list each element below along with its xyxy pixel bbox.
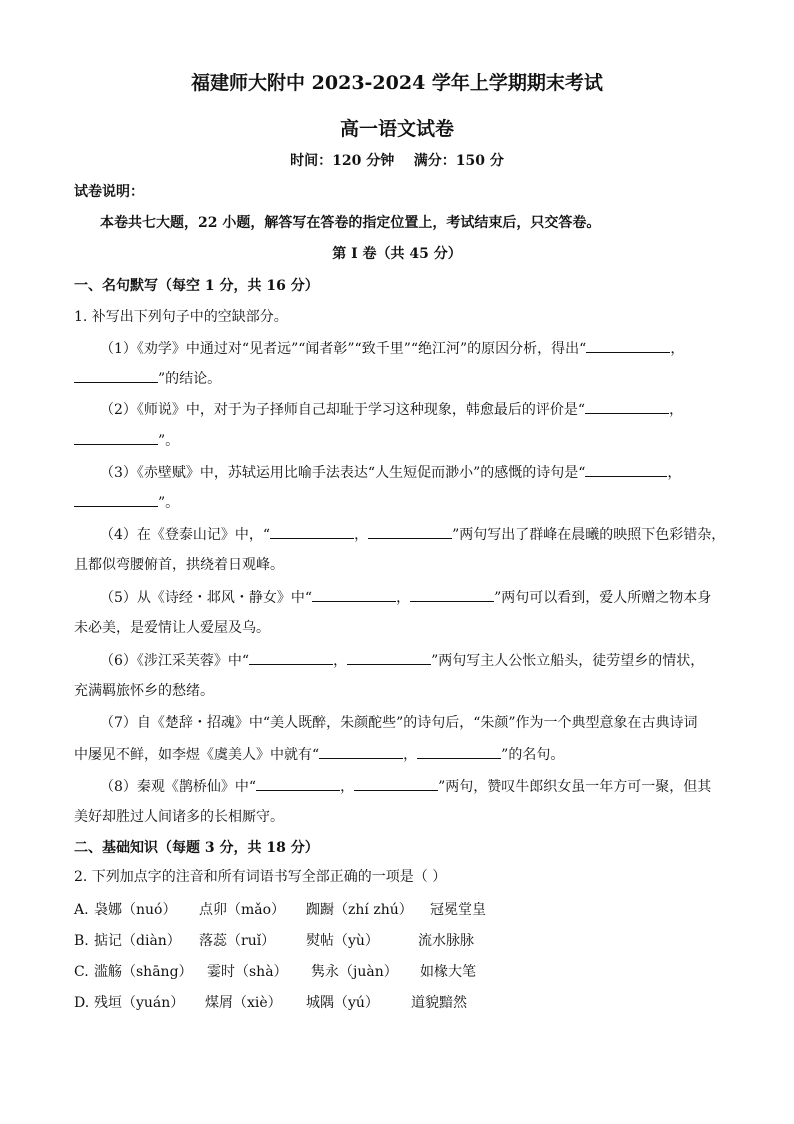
instructions-text: 本卷共七大题，22 小题，解答写在答卷的指定位置上，考试结束后，只交答卷。 bbox=[100, 215, 601, 231]
q1-item-8-line1 bbox=[100, 776, 760, 797]
q1-item-1-end: ”的结论。 bbox=[158, 371, 222, 387]
q2-option-c-word3: 隽永（juàn） bbox=[311, 964, 398, 980]
q1-item-4-line2: 且都似弯腰俯首，拱绕着日观峰。 bbox=[74, 557, 284, 573]
q1-item-2-line1 bbox=[100, 399, 760, 420]
q1-item-2-line2 bbox=[74, 430, 734, 451]
q2-option-d-letter: D. bbox=[74, 995, 90, 1011]
q1-stem: 1. 补写出下列句子中的空缺部分。 bbox=[74, 309, 288, 325]
q1-item-2-text: （2）《师说》中，对于为子择师自己却耻于学习这种现象，韩愈最后的评价是“ bbox=[100, 402, 586, 418]
exam-subtitle: 高一语文试卷 bbox=[339, 118, 454, 140]
q2-option-a-letter: A. bbox=[74, 902, 89, 918]
instructions-label: 试卷说明： bbox=[74, 184, 144, 200]
answer-blank[interactable] bbox=[74, 492, 158, 507]
q1-item-4-rest: ”两句写出了群峰在晨曦的映照下色彩错杂， bbox=[452, 527, 726, 543]
q1-item-8-line2: 美好却胜过人间诸多的长相厮守。 bbox=[74, 809, 284, 825]
q1-item-8-text: （8）秦观《鹊桥仙》中“ bbox=[100, 779, 257, 795]
q1-item-3-text: （3）《赤壁赋》中，苏轼运用比喻手法表达“人生短促而渺小”的感慨的诗句是“ bbox=[100, 465, 586, 481]
answer-blank[interactable] bbox=[368, 524, 452, 539]
answer-blank[interactable] bbox=[74, 430, 158, 445]
q2-option-b-word3: 熨帖（yù） bbox=[306, 933, 379, 949]
q2-option-c-word1: 滥觞（shāng） bbox=[94, 964, 193, 980]
q1-item-4-text: （4）在《登泰山记》中，“ bbox=[100, 527, 271, 543]
answer-blank[interactable] bbox=[256, 776, 340, 791]
q1-item-5-line2: 未必美，是爱情让人爱屋及乌。 bbox=[74, 620, 270, 636]
q2-stem: 2. 下列加点字的注音和所有词语书写全部正确的一项是（ ） bbox=[74, 869, 447, 885]
answer-blank[interactable] bbox=[586, 338, 670, 353]
exam-meta: 时间：120 分钟 满分：150 分 bbox=[290, 153, 504, 169]
answer-blank[interactable] bbox=[585, 462, 667, 477]
q2-option-b-letter: B. bbox=[74, 933, 89, 949]
q2-option-d-word2: 煤屑（xiè） bbox=[205, 995, 282, 1011]
q1-item-5-rest: ”两句可以看到，爱人所赠之物本身 bbox=[494, 590, 712, 606]
q1-item-1-line2 bbox=[74, 368, 734, 389]
q1-item-7-line1: （7）自《楚辞・招魂》中“美人既醉，朱颜酡些”的诗句后，“朱颜”作为一个典型意象在古典诗词 bbox=[100, 715, 698, 731]
answer-blank[interactable] bbox=[347, 650, 431, 665]
q2-option-c-word2: 霎时（shà） bbox=[207, 964, 288, 980]
q1-item-5-line1 bbox=[100, 587, 760, 608]
section2-title: 二、基础知识（每题 3 分，共 18 分） bbox=[74, 840, 319, 856]
exam-title: 福建师大附中 2023-2024 学年上学期期末考试 bbox=[191, 72, 603, 94]
q1-item-2-comma: ， bbox=[669, 402, 684, 418]
q2-option-b-word4: 流水脉脉 bbox=[418, 933, 474, 949]
q1-item-4-line1 bbox=[100, 524, 760, 545]
q2-option-d-word1: 残垣（yuán） bbox=[94, 995, 185, 1011]
q1-item-1-text: （1）《劝学》中通过对“见者远”“闻者彰”“致千里”“绝江河”的原因分析，得出“ bbox=[100, 341, 587, 357]
q1-item-3-end: ”。 bbox=[158, 495, 180, 511]
q2-option-a-word4: 冠冕堂皇 bbox=[430, 902, 486, 918]
q1-item-6-line1 bbox=[100, 650, 760, 671]
q1-item-7-line2 bbox=[74, 744, 734, 765]
part1-title: 第 I 卷（共 45 分） bbox=[332, 246, 462, 262]
q1-item-5-comma: ， bbox=[396, 590, 411, 606]
q2-option-d-word4: 道貌黯然 bbox=[411, 995, 467, 1011]
answer-blank[interactable] bbox=[312, 587, 396, 602]
answer-blank[interactable] bbox=[319, 744, 403, 759]
q1-item-3-line1 bbox=[100, 462, 760, 483]
q1-item-5-text: （5）从《诗经・邶风・静女》中“ bbox=[100, 590, 313, 606]
answer-blank[interactable] bbox=[410, 587, 494, 602]
q1-item-8-rest: ”两句，赞叹牛郎织女虽一年方可一聚，但其 bbox=[438, 779, 712, 795]
q1-item-6-line2: 充满羁旅怀乡的愁绪。 bbox=[74, 683, 214, 699]
q1-item-6-comma: ， bbox=[333, 653, 348, 669]
q1-item-2-end: ”。 bbox=[158, 433, 180, 449]
q1-item-3-line2 bbox=[74, 492, 734, 513]
q2-option-b-word1: 掂记（diàn） bbox=[94, 933, 181, 949]
q2-option-d-word3: 城隅（yú） bbox=[306, 995, 379, 1011]
q1-item-7-end: ”的名句。 bbox=[501, 747, 565, 763]
q1-item-3-comma: ， bbox=[667, 465, 682, 481]
section1-title: 一、名句默写（每空 1 分，共 16 分） bbox=[74, 278, 319, 294]
q2-option-b-word2: 落蕊（ruǐ） bbox=[199, 933, 276, 949]
q2-option-c-letter: C. bbox=[74, 964, 89, 980]
answer-blank[interactable] bbox=[585, 399, 669, 414]
q1-item-8-comma: ， bbox=[340, 779, 355, 795]
q1-item-6-rest: ”两句写主人公怅立船头，徒劳望乡的情状， bbox=[431, 653, 705, 669]
q1-item-7-text: 中屡见不鲜，如李煜《虞美人》中就有“ bbox=[74, 747, 320, 763]
answer-blank[interactable] bbox=[354, 776, 438, 791]
q1-item-4-comma: ， bbox=[354, 527, 369, 543]
q2-option-a-word2: 点卯（mǎo） bbox=[199, 902, 286, 918]
answer-blank[interactable] bbox=[74, 368, 158, 383]
q2-option-a-word1: 袅娜（nuó） bbox=[94, 902, 177, 918]
answer-blank[interactable] bbox=[249, 650, 333, 665]
q1-item-1-comma: ， bbox=[670, 341, 685, 357]
q2-option-c-word4: 如椽大笔 bbox=[420, 964, 476, 980]
answer-blank[interactable] bbox=[417, 744, 501, 759]
answer-blank[interactable] bbox=[270, 524, 354, 539]
q2-option-a-word3: 踟蹰（zhí zhú） bbox=[306, 902, 413, 918]
q1-item-1-line1 bbox=[100, 338, 760, 359]
q1-item-6-text: （6）《涉江采芙蓉》中“ bbox=[100, 653, 250, 669]
q1-item-7-comma: ， bbox=[403, 747, 418, 763]
